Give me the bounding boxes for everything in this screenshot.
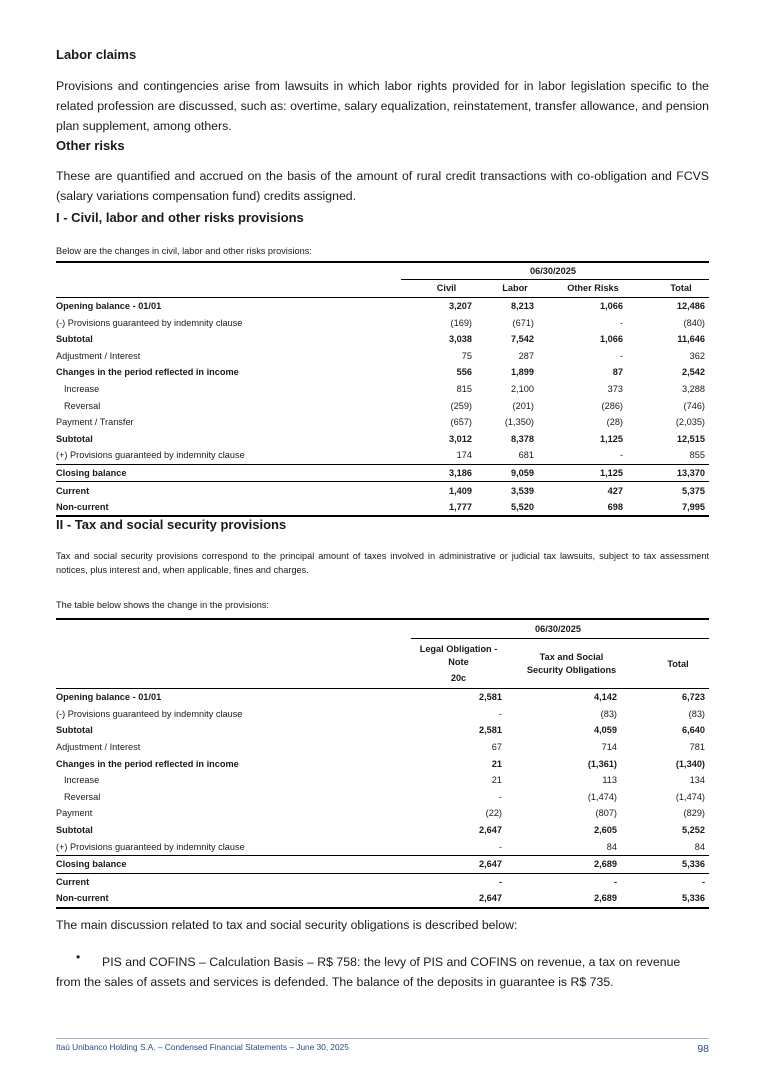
- table-row: [56, 447, 709, 464]
- row-label: Opening balance - 01/01: [56, 300, 162, 311]
- col-legal-line2: Note: [448, 657, 469, 667]
- cell: 2,581: [479, 725, 502, 736]
- cell: -: [619, 350, 623, 361]
- row-label: Changes in the period reflected in income: [56, 758, 239, 769]
- col-civil: Civil: [436, 283, 457, 294]
- table-row: [56, 482, 709, 499]
- cell: (746): [683, 400, 705, 411]
- cell: 855: [689, 450, 705, 461]
- cell: -: [506, 873, 621, 890]
- cell: 1,899: [511, 367, 534, 378]
- table-row: [56, 499, 709, 517]
- col-total: Total: [670, 283, 692, 294]
- cell: 4,059: [594, 725, 617, 736]
- cell: -: [498, 841, 502, 852]
- col-legal-line1: Legal Obligation -: [419, 644, 498, 654]
- row-label: Increase: [64, 383, 100, 394]
- row-label: Adjustment / Interest: [56, 350, 141, 361]
- cell: 5,375: [627, 482, 709, 499]
- row-label: Non-current: [56, 890, 411, 908]
- col-legal-line3: 20c: [450, 673, 467, 683]
- cell: 427: [538, 482, 627, 499]
- cell: 5,520: [476, 499, 538, 517]
- cell: 113: [602, 775, 617, 786]
- labor-claims-text: Provisions and contingencies arise from lawsuits in which labor rights provided for in labor legislation specific to the related profession are discussed, such as: overtime, salary equalization, reinstatement, transfer allowance, and pension plan supplement, among others.: [56, 79, 709, 133]
- row-label: Increase: [64, 775, 100, 786]
- bullet-icon: •: [76, 950, 81, 964]
- cell: 1,125: [600, 433, 623, 444]
- row-label: Opening balance - 01/01: [56, 692, 162, 703]
- cell: 11,646: [677, 334, 705, 345]
- tax-social-table: [56, 618, 709, 909]
- cell: (829): [683, 808, 705, 819]
- row-label: Subtotal: [56, 334, 93, 345]
- col-tax-social: [506, 639, 621, 689]
- cell: 714: [601, 742, 617, 753]
- cell: 9,059: [476, 464, 538, 482]
- other-risks-text: These are quantified and accrued on the basis of the amount of rural credit transactions with co-obligation and FCVS (salary variations compensation fund) credits assigned.: [56, 169, 709, 203]
- cell: 21: [491, 775, 502, 786]
- cell: (840): [683, 317, 705, 328]
- table-row: [56, 314, 709, 331]
- cell: (1,350): [504, 417, 534, 428]
- cell: -: [619, 450, 623, 461]
- cell: (807): [595, 808, 617, 819]
- table-row: [56, 722, 709, 739]
- row-label: Non-current: [56, 499, 401, 517]
- cell: 13,370: [627, 464, 709, 482]
- row-label: Payment: [56, 808, 93, 819]
- cell: 362: [689, 350, 705, 361]
- row-label: (+) Provisions guaranteed by indemnity clause: [56, 450, 245, 461]
- cell: 3,207: [449, 300, 472, 311]
- cell: 2,689: [506, 855, 621, 873]
- cell: 2,647: [411, 855, 506, 873]
- table-row: [56, 873, 709, 890]
- table-row: [56, 855, 709, 873]
- cell: -: [621, 873, 709, 890]
- table-row: [56, 789, 709, 806]
- cell: 75: [461, 350, 472, 361]
- cell: 5,336: [621, 890, 709, 908]
- cell: (1,474): [675, 791, 705, 802]
- row-label: Closing balance: [56, 464, 401, 482]
- cell: 12,486: [676, 300, 705, 311]
- cell: (83): [688, 708, 705, 719]
- footer-divider: [56, 1038, 709, 1039]
- table-row: [56, 297, 709, 314]
- row-label: Current: [56, 482, 401, 499]
- table-row: [56, 822, 709, 839]
- cell: 2,542: [682, 367, 705, 378]
- cell: 1,409: [401, 482, 476, 499]
- cell: (671): [512, 317, 534, 328]
- heading-tax-social: II - Tax and social security provisions: [56, 517, 287, 532]
- tax-social-description: Tax and social security provisions correspond to the principal amount of taxes involved in administrative or judicial tax lawsuits, subject to tax assessment notices, plus interest and, when applicable, fines and charges.: [56, 551, 709, 575]
- row-label: Reversal: [64, 791, 101, 802]
- cell: 3,186: [401, 464, 476, 482]
- cell: (83): [600, 708, 617, 719]
- cell: 87: [612, 367, 623, 378]
- cell: 8,213: [511, 300, 534, 311]
- table-row: [56, 739, 709, 756]
- cell: 2,605: [594, 825, 617, 836]
- heading-other-risks: Other risks: [56, 138, 125, 153]
- cell: 5,252: [682, 825, 705, 836]
- table-row: [56, 381, 709, 398]
- cell: 7,995: [627, 499, 709, 517]
- cell: 67: [491, 742, 502, 753]
- row-label: Current: [56, 873, 411, 890]
- row-label: Subtotal: [56, 825, 93, 836]
- row-label: Closing balance: [56, 855, 411, 873]
- row-label: Subtotal: [56, 725, 93, 736]
- cell: 1,125: [538, 464, 627, 482]
- table-row: [56, 805, 709, 822]
- cell: 5,336: [621, 855, 709, 873]
- heading-civil-labor: I - Civil, labor and other risks provisions: [56, 210, 304, 225]
- table-row: [56, 706, 709, 723]
- row-label: (+) Provisions guaranteed by indemnity clause: [56, 841, 245, 852]
- cell: 2,647: [411, 890, 506, 908]
- cell: 815: [456, 383, 472, 394]
- bullet-text-first: PIS and COFINS – Calculation Basis – R$ 758: the levy of PIS and COFINS on revenue, a tax on revenue: [102, 955, 681, 969]
- cell: (2,035): [675, 417, 705, 428]
- cell: 2,581: [479, 692, 502, 703]
- cell: 3,012: [449, 433, 472, 444]
- cell: 134: [689, 775, 705, 786]
- heading-labor-claims: Labor claims: [56, 47, 137, 62]
- cell: 8,378: [511, 433, 534, 444]
- cell: 681: [518, 450, 534, 461]
- cell: -: [619, 317, 623, 328]
- cell: 4,142: [594, 692, 617, 703]
- period-header: 06/30/2025: [411, 619, 709, 639]
- cell: 3,288: [682, 383, 705, 394]
- footer-text: Itaú Unibanco Holding S.A. – Condensed Financial Statements – June 30, 2025: [56, 1042, 349, 1052]
- cell: (28): [606, 417, 623, 428]
- cell: 1,066: [600, 300, 623, 311]
- civil-labor-table: [56, 261, 709, 517]
- cell: 21: [491, 758, 502, 769]
- cell: 6,723: [682, 692, 705, 703]
- period-header: 06/30/2025: [401, 262, 709, 280]
- cell: 7,542: [511, 334, 534, 345]
- row-label: (-) Provisions guaranteed by indemnity clause: [56, 708, 243, 719]
- cell: 174: [456, 450, 472, 461]
- table-row: [56, 397, 709, 414]
- cell: (286): [601, 400, 623, 411]
- col-total: Total: [667, 658, 689, 669]
- cell: (1,474): [587, 791, 617, 802]
- cell: (22): [485, 808, 502, 819]
- page-number: 98: [697, 1043, 709, 1055]
- cell: 698: [538, 499, 627, 517]
- row-label: Reversal: [64, 400, 101, 411]
- cell: 2,100: [511, 383, 534, 394]
- cell: -: [498, 791, 502, 802]
- cell: 84: [694, 841, 705, 852]
- table-row: [56, 414, 709, 431]
- cell: 287: [518, 350, 534, 361]
- table-row: [56, 464, 709, 482]
- cell: -: [498, 708, 502, 719]
- table-row: [56, 890, 709, 908]
- bullet-text-rest: from the sales of assets and services is defended. The balance of the deposits in guarantee is R$ 735.: [56, 975, 614, 989]
- cell: 781: [689, 742, 705, 753]
- col-tax-line1: Tax and Social: [539, 651, 604, 662]
- table-row: [56, 838, 709, 855]
- cell: (259): [450, 400, 472, 411]
- cell: (201): [512, 400, 534, 411]
- cell: (657): [450, 417, 472, 428]
- cell: 2,689: [506, 890, 621, 908]
- discussion-intro: The main discussion related to tax and social security obligations is described below:: [56, 918, 518, 932]
- civil-labor-intro: Below are the changes in civil, labor and other risks provisions:: [56, 246, 312, 256]
- col-legal-obligation: [411, 639, 506, 689]
- tax-social-intro: The table below shows the change in the provisions:: [56, 600, 269, 610]
- cell: 3,539: [476, 482, 538, 499]
- cell: (1,361): [587, 758, 617, 769]
- row-label: Changes in the period reflected in income: [56, 367, 239, 378]
- table-row: [56, 689, 709, 706]
- cell: 373: [607, 383, 623, 394]
- cell: (1,340): [675, 758, 705, 769]
- cell: 1,777: [401, 499, 476, 517]
- col-tax-line2: Security Obligations: [526, 664, 617, 675]
- col-labor: Labor: [502, 283, 528, 294]
- cell: 2,647: [479, 825, 502, 836]
- cell: 6,640: [682, 725, 705, 736]
- cell: 84: [606, 841, 617, 852]
- cell: 1,066: [600, 334, 623, 345]
- col-other-risks: Other Risks: [567, 283, 619, 294]
- table-row: [56, 364, 709, 381]
- cell: 12,515: [676, 433, 705, 444]
- cell: 556: [456, 367, 472, 378]
- row-label: Subtotal: [56, 433, 93, 444]
- table-row: [56, 331, 709, 348]
- cell: (169): [450, 317, 472, 328]
- cell: 3,038: [449, 334, 472, 345]
- table-row: [56, 755, 709, 772]
- table-row: [56, 347, 709, 364]
- table-row: [56, 430, 709, 447]
- row-label: (-) Provisions guaranteed by indemnity clause: [56, 317, 243, 328]
- row-label: Adjustment / Interest: [56, 742, 141, 753]
- cell: -: [411, 873, 506, 890]
- row-label: Payment / Transfer: [56, 417, 134, 428]
- table-row: [56, 772, 709, 789]
